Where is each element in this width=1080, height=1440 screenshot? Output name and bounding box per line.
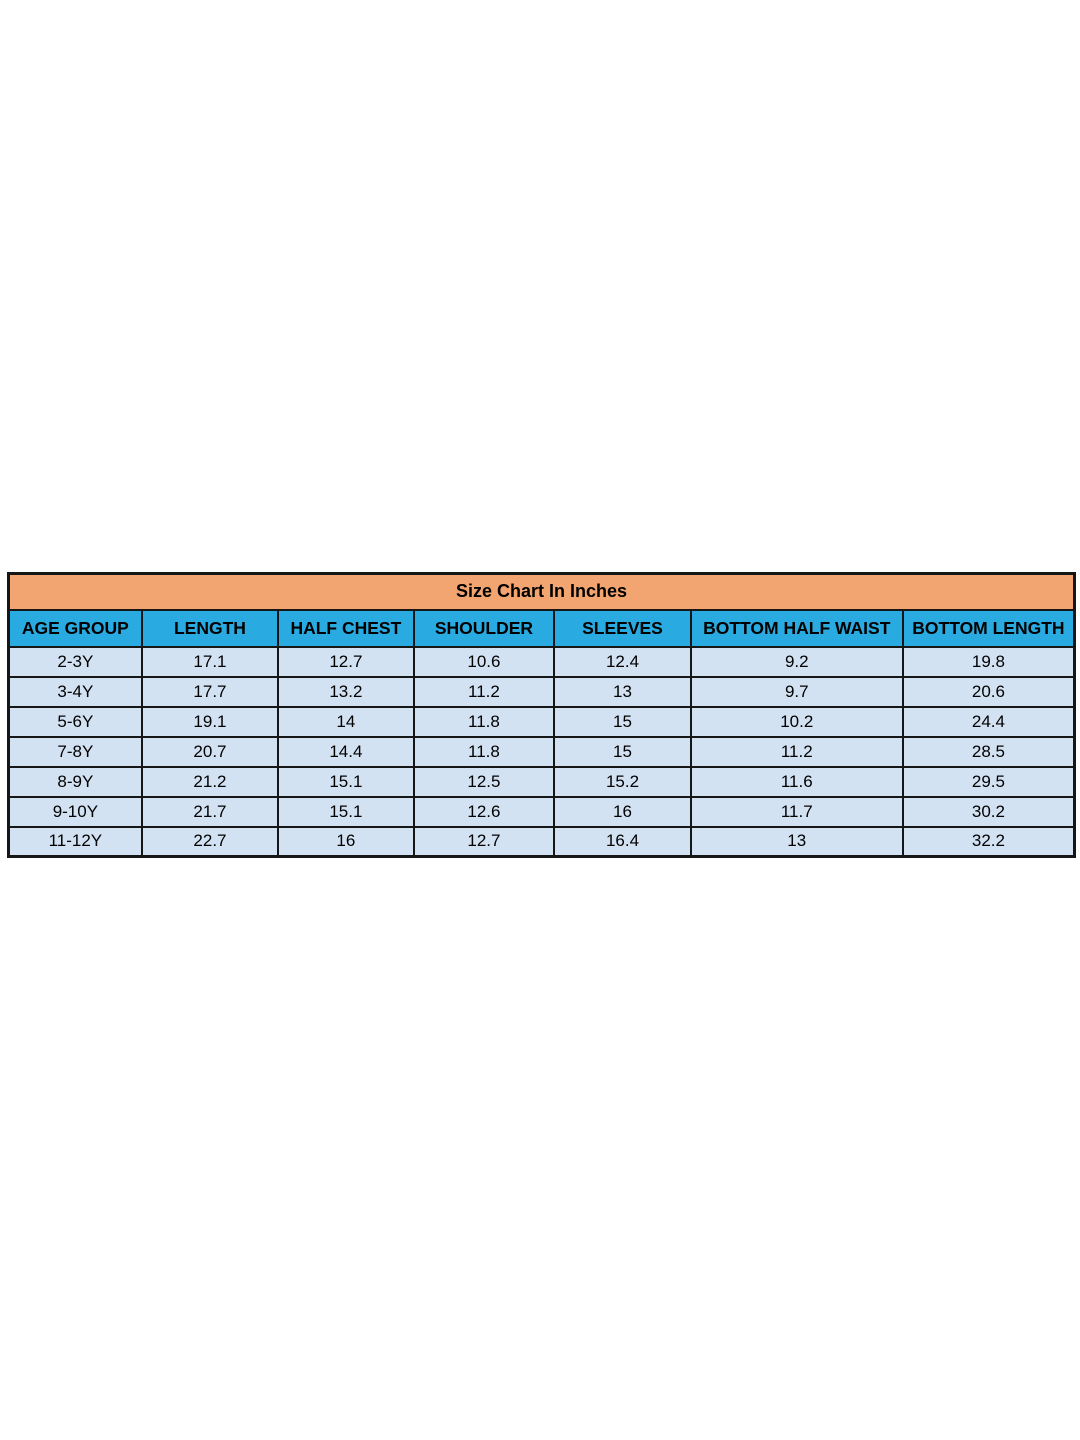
column-header-sleeves: SLEEVES: [554, 610, 690, 647]
cell-sleeves: 12.4: [554, 647, 690, 677]
cell-length: 17.1: [142, 647, 278, 677]
column-header-age-group: AGE GROUP: [9, 610, 142, 647]
size-chart: [7, 572, 1076, 858]
cell-age-group: 9-10Y: [9, 797, 142, 827]
column-header-bottom-half-waist: BOTTOM HALF WAIST: [691, 610, 903, 647]
cell-half-chest: 15.1: [278, 767, 413, 797]
cell-bottom-half-waist: 11.7: [691, 797, 903, 827]
cell-bottom-half-waist: 13: [691, 827, 903, 857]
cell-shoulder: 11.8: [414, 707, 555, 737]
cell-half-chest: 12.7: [278, 647, 413, 677]
cell-bottom-length: 28.5: [903, 737, 1075, 767]
cell-length: 21.7: [142, 797, 278, 827]
cell-shoulder: 11.8: [414, 737, 555, 767]
table-header-row: [9, 610, 1075, 647]
cell-half-chest: 16: [278, 827, 413, 857]
cell-bottom-length: 30.2: [903, 797, 1075, 827]
cell-sleeves: 13: [554, 677, 690, 707]
size-chart-table: [7, 572, 1076, 858]
cell-bottom-length: 32.2: [903, 827, 1075, 857]
cell-bottom-length: 29.5: [903, 767, 1075, 797]
cell-length: 20.7: [142, 737, 278, 767]
cell-shoulder: 12.5: [414, 767, 555, 797]
cell-length: 17.7: [142, 677, 278, 707]
column-header-bottom-length: BOTTOM LENGTH: [903, 610, 1075, 647]
cell-sleeves: 15: [554, 707, 690, 737]
column-header-length: LENGTH: [142, 610, 278, 647]
cell-age-group: 11-12Y: [9, 827, 142, 857]
cell-bottom-half-waist: 11.2: [691, 737, 903, 767]
table-row-11-12y: [9, 827, 1075, 857]
cell-length: 19.1: [142, 707, 278, 737]
cell-bottom-length: 20.6: [903, 677, 1075, 707]
cell-age-group: 2-3Y: [9, 647, 142, 677]
cell-sleeves: 15: [554, 737, 690, 767]
cell-age-group: 5-6Y: [9, 707, 142, 737]
table-row-7-8y: [9, 737, 1075, 767]
table-row-8-9y: [9, 767, 1075, 797]
cell-half-chest: 13.2: [278, 677, 413, 707]
cell-shoulder: 11.2: [414, 677, 555, 707]
table-title: Size Chart In Inches: [9, 574, 1075, 610]
cell-half-chest: 15.1: [278, 797, 413, 827]
cell-bottom-half-waist: 9.7: [691, 677, 903, 707]
table-title-row: [9, 574, 1075, 610]
cell-bottom-length: 19.8: [903, 647, 1075, 677]
cell-length: 21.2: [142, 767, 278, 797]
cell-bottom-half-waist: 10.2: [691, 707, 903, 737]
cell-sleeves: 16: [554, 797, 690, 827]
cell-half-chest: 14.4: [278, 737, 413, 767]
cell-bottom-half-waist: 11.6: [691, 767, 903, 797]
table-row-9-10y: [9, 797, 1075, 827]
column-header-shoulder: SHOULDER: [414, 610, 555, 647]
cell-age-group: 8-9Y: [9, 767, 142, 797]
cell-sleeves: 15.2: [554, 767, 690, 797]
table-row-3-4y: [9, 677, 1075, 707]
cell-half-chest: 14: [278, 707, 413, 737]
cell-shoulder: 10.6: [414, 647, 555, 677]
table-row-5-6y: [9, 707, 1075, 737]
cell-bottom-half-waist: 9.2: [691, 647, 903, 677]
table-row-2-3y: [9, 647, 1075, 677]
cell-shoulder: 12.6: [414, 797, 555, 827]
cell-length: 22.7: [142, 827, 278, 857]
cell-age-group: 7-8Y: [9, 737, 142, 767]
cell-bottom-length: 24.4: [903, 707, 1075, 737]
column-header-half-chest: HALF CHEST: [278, 610, 413, 647]
cell-sleeves: 16.4: [554, 827, 690, 857]
cell-shoulder: 12.7: [414, 827, 555, 857]
cell-age-group: 3-4Y: [9, 677, 142, 707]
